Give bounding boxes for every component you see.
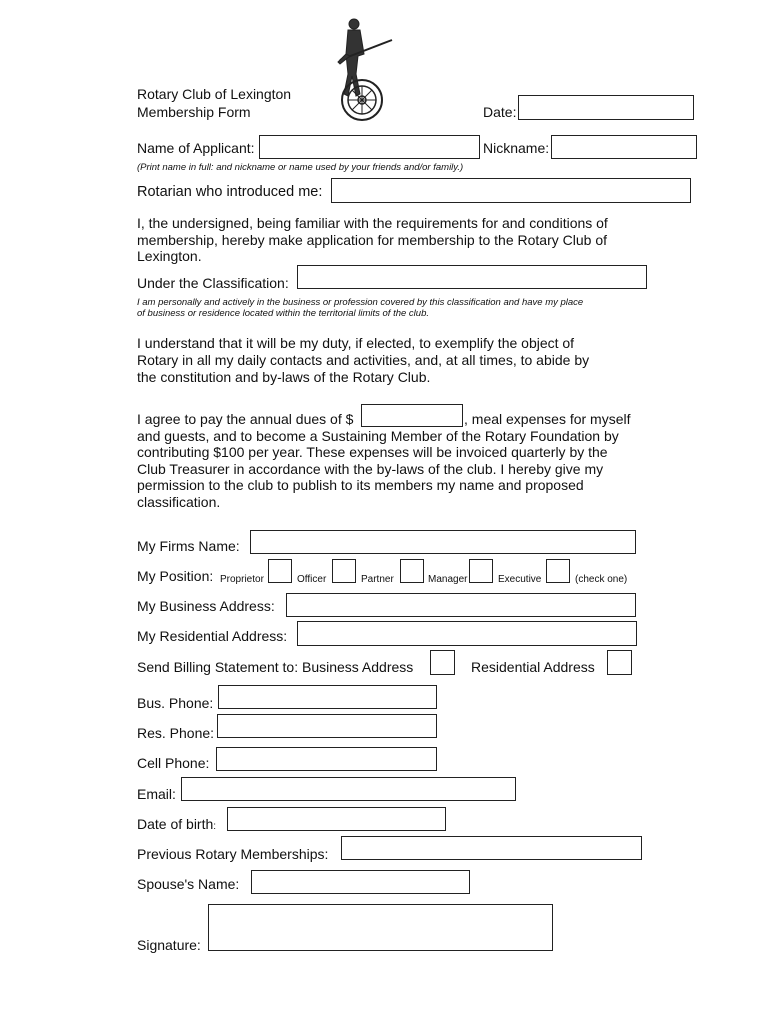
business-address-field[interactable] — [286, 593, 636, 617]
spouse-name-label: Spouse's Name: — [137, 876, 240, 892]
introducer-label: Rotarian who introduced me: — [137, 184, 323, 200]
firm-name-label: My Firms Name: — [137, 538, 240, 554]
spouse-name-field[interactable] — [251, 870, 470, 894]
name-note: (Print name in full: and nickname or name used by your friends and/or family.) — [137, 162, 464, 173]
bus-phone-label: Bus. Phone: — [137, 695, 214, 711]
residential-address-field[interactable] — [297, 621, 637, 646]
position-option-label: Proprietor — [220, 574, 264, 585]
position-executive-checkbox[interactable] — [546, 559, 570, 583]
position-option-label: Manager — [428, 574, 468, 585]
dues-text-start: I agree to pay the annual dues of $ — [137, 411, 354, 427]
dues-line: classification. — [137, 494, 221, 510]
bus-phone-field[interactable] — [218, 685, 437, 709]
duty-line: Rotary in all my daily contacts and activities, and, at all times, to abide by — [137, 352, 590, 368]
position-label: My Position: — [137, 568, 214, 584]
dues-line: permission to the club to publish to its members my name and proposed — [137, 477, 584, 493]
dues-line: contributing $100 per year. These expenses will be invoiced quarterly by the — [137, 444, 608, 460]
declaration-line: membership, hereby make application for membership to the Rotary Club of — [137, 232, 607, 248]
applicant-name-field[interactable] — [259, 135, 480, 159]
email-field[interactable] — [181, 777, 516, 801]
dues-line: and guests, and to become a Sustaining Member of the Rotary Foundation by — [137, 428, 619, 444]
declaration-line: I, the undersigned, being familiar with the requirements for and conditions of — [137, 215, 608, 231]
billing-business-checkbox[interactable] — [430, 650, 455, 675]
duty-line: the constitution and by-laws of the Rotary Club. — [137, 369, 431, 385]
dob-label-text: Date of birth — [137, 816, 214, 832]
position-option-label: Partner — [361, 574, 394, 585]
dues-text-end: , meal expenses for myself — [464, 411, 631, 427]
position-proprietor-checkbox[interactable] — [268, 559, 292, 583]
dues-amount-field[interactable] — [361, 404, 463, 427]
res-phone-field[interactable] — [217, 714, 437, 738]
rotary-wheel-icon — [342, 80, 382, 120]
cell-phone-label: Cell Phone: — [137, 755, 210, 771]
classification-field[interactable] — [297, 265, 647, 289]
introducer-field[interactable] — [331, 178, 691, 203]
date-label: Date: — [483, 104, 517, 120]
billing-label: Send Billing Statement to: Business Address — [137, 659, 414, 675]
form-title: Membership Form — [137, 104, 251, 120]
duty-line: I understand that it will be my duty, if elected, to exemplify the object of — [137, 335, 575, 351]
position-partner-checkbox[interactable] — [400, 559, 424, 583]
previous-memberships-field[interactable] — [341, 836, 642, 860]
signature-field[interactable] — [208, 904, 553, 951]
business-address-label: My Business Address: — [137, 598, 275, 614]
check-one-note: (check one) — [575, 574, 628, 585]
position-manager-checkbox[interactable] — [469, 559, 493, 583]
position-option-label: Executive — [498, 574, 542, 585]
billing-residential-checkbox[interactable] — [607, 650, 632, 675]
nickname-field[interactable] — [551, 135, 697, 159]
classification-note: I am personally and actively in the business or profession covered by this classification and have my place — [137, 297, 584, 308]
firm-name-field[interactable] — [250, 530, 636, 554]
nickname-label: Nickname: — [483, 140, 550, 156]
cell-phone-field[interactable] — [216, 747, 437, 771]
signature-label: Signature: — [137, 937, 201, 953]
previous-memberships-label: Previous Rotary Memberships: — [137, 846, 329, 862]
classification-label: Under the Classification: — [137, 275, 289, 291]
email-label: Email: — [137, 786, 176, 802]
dob-colon: : — [213, 821, 217, 832]
org-title: Rotary Club of Lexington — [137, 86, 292, 102]
res-phone-label: Res. Phone: — [137, 725, 215, 741]
billing-residential-label: Residential Address — [471, 659, 595, 675]
date-field[interactable] — [518, 95, 694, 120]
dob-field[interactable] — [227, 807, 446, 831]
applicant-name-label: Name of Applicant: — [137, 140, 255, 156]
rotary-minuteman-logo — [326, 14, 394, 128]
classification-note: of business or residence located within the territorial limits of the club. — [137, 308, 429, 319]
dues-line: Club Treasurer in accordance with the by-laws of the club. I hereby give my — [137, 461, 604, 477]
position-option-label: Officer — [297, 574, 327, 585]
declaration-line: Lexington. — [137, 248, 202, 264]
dob-label — [137, 816, 216, 835]
residential-address-label: My Residential Address: — [137, 628, 288, 644]
position-officer-checkbox[interactable] — [332, 559, 356, 583]
